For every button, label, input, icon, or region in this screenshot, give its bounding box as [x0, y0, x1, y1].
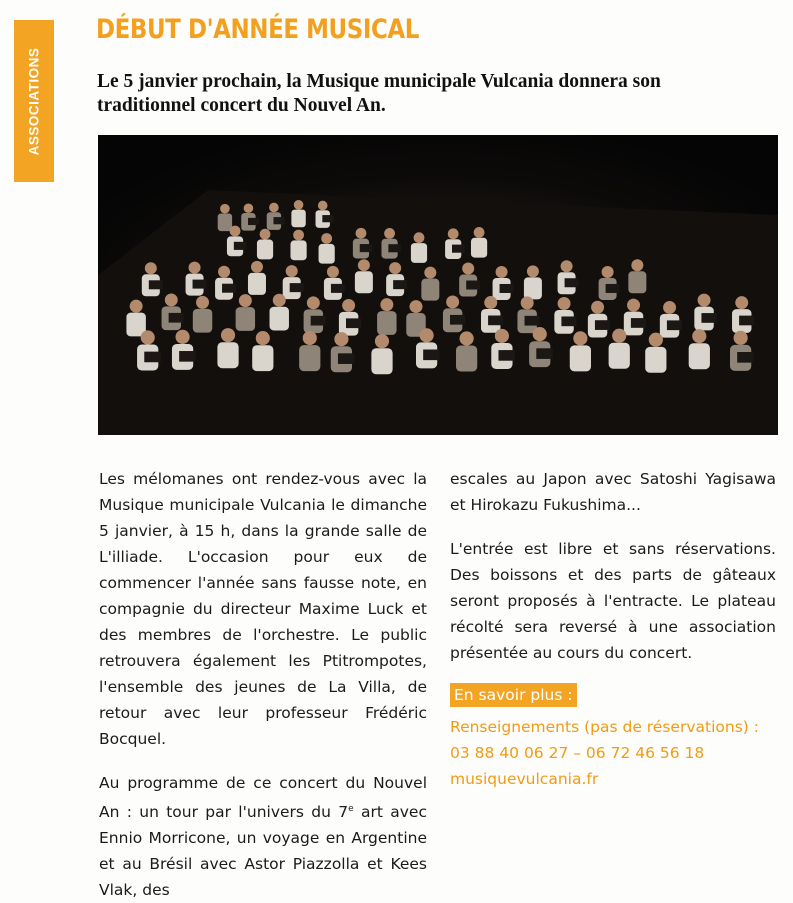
section-tab	[14, 20, 54, 182]
musician-head	[420, 328, 434, 342]
musician-head	[495, 329, 509, 343]
musician-head	[327, 266, 339, 278]
musician-head	[573, 331, 587, 345]
music-stand	[450, 315, 465, 325]
musician-head	[389, 262, 401, 274]
musician-body	[609, 343, 630, 369]
musician-head	[533, 327, 547, 341]
paragraph-japan: escales au Japon avec Satoshi Yagisawa et Hirokazu Fukushima...	[450, 470, 776, 514]
article-lead: Le 5 janvier prochain, la Musique municipale Vulcania donnera son traditionnel concert du Nouvel An.	[97, 71, 661, 116]
music-stand	[149, 280, 163, 289]
musician-head	[448, 228, 459, 239]
musician-head	[318, 201, 328, 211]
music-stand	[561, 316, 576, 326]
musician-head	[218, 266, 230, 278]
musician-head	[734, 331, 748, 345]
musician-head	[692, 329, 706, 343]
musician-body	[193, 309, 212, 333]
musician-body	[371, 348, 392, 374]
musician-head	[293, 230, 304, 241]
musician-head	[165, 293, 178, 306]
musician-head	[145, 262, 157, 274]
musician-body	[252, 345, 273, 371]
musician-body	[628, 271, 646, 293]
musician-head	[414, 232, 425, 243]
right-column	[450, 466, 776, 666]
info-phones: 03 88 40 06 27 – 06 72 46 56 18	[450, 744, 705, 762]
musician-body	[257, 240, 273, 260]
musician-body	[355, 271, 373, 293]
music-stand	[179, 351, 196, 362]
musician-head	[627, 299, 640, 312]
music-stand	[631, 318, 646, 328]
musician-head	[141, 330, 155, 344]
musician-head	[380, 298, 393, 311]
section-tab-label: ASSOCIATIONS	[26, 47, 42, 155]
musician-head	[496, 266, 508, 278]
music-stand	[193, 280, 207, 289]
musician-body	[377, 311, 396, 335]
musician-body	[236, 307, 255, 331]
music-stand	[234, 242, 247, 250]
music-stand	[346, 318, 361, 328]
musician-head	[527, 265, 539, 277]
musician-head	[424, 267, 436, 279]
musician-body	[570, 345, 591, 371]
musician-body	[217, 342, 238, 368]
musician-head	[591, 301, 604, 314]
musician-head	[410, 300, 423, 313]
musician-body	[291, 210, 305, 228]
musician-body	[248, 273, 266, 295]
musician-head	[561, 260, 573, 272]
musician-head	[244, 203, 254, 213]
musician-body	[290, 240, 306, 260]
music-stand	[338, 353, 355, 364]
music-stand	[144, 352, 161, 363]
musician-body	[411, 243, 427, 263]
programme-text-b: art avec Ennio Morricone, un voyage en Argentine et au Brésil avec Astor Piazzolla et Kees Vlak, des	[99, 803, 427, 900]
info-box	[450, 682, 780, 792]
music-stand	[488, 315, 503, 325]
paragraph-intro: Les mélomanes ont rendez-vous avec la Musique municipale Vulcania le dimanche 5 janvier, à 15 h, dans la grande salle de L'illiade. L'occasion pour eux de commencer l'année sans fausse note, en compagnie du directeur Maxime Luck et des membres de l'orchestre. Le public retrouvera également les Ptitrompotes, l'ensemble des jeunes de La Villa, de retour avec leur professeur Frédéric Bocquel.	[99, 470, 427, 748]
orchestra-photo	[98, 135, 778, 435]
music-stand	[322, 215, 333, 222]
paragraph-programme	[99, 770, 427, 903]
article-title: DÉBUT D'ANNÉE MUSICAL	[96, 14, 419, 45]
musician-head	[334, 332, 348, 346]
musician-body	[319, 244, 335, 264]
musician-head	[130, 300, 143, 313]
musician-head	[273, 294, 286, 307]
musician-head	[251, 261, 263, 273]
music-stand	[393, 280, 407, 289]
musician-head	[230, 226, 241, 237]
musician-body	[645, 347, 666, 373]
music-stand	[273, 217, 284, 224]
music-stand	[248, 218, 259, 225]
musician-head	[460, 331, 474, 345]
musician-head	[663, 301, 676, 314]
musician-body	[471, 238, 487, 258]
musician-head	[342, 299, 355, 312]
music-stand	[737, 352, 754, 363]
music-stand	[667, 320, 682, 330]
musician-head	[698, 294, 711, 307]
musician-head	[474, 227, 485, 238]
musician-head	[307, 296, 320, 309]
programme-text-a: Au programme de ce concert du Nouvel An : un tour par l'univers du 7	[99, 774, 427, 822]
orchestra-photo-graphic	[98, 135, 778, 435]
musician-head	[735, 296, 748, 309]
musician-body	[218, 213, 232, 231]
paragraph-entry: L'entrée est libre et sans réservations. Des boissons et des parts de gâteaux seront proposés à l'entracte. Le plateau récolté sera reversé à une association présentée au cours du concert.	[450, 540, 776, 662]
info-heading: En savoir plus :	[450, 683, 577, 707]
musician-head	[303, 331, 317, 345]
musician-head	[446, 295, 459, 308]
music-stand	[169, 313, 184, 323]
musician-head	[375, 334, 389, 348]
musician-body	[689, 343, 710, 369]
music-stand	[701, 313, 716, 323]
musician-head	[602, 266, 614, 278]
music-stand	[595, 320, 610, 330]
music-stand	[290, 283, 304, 292]
music-stand	[739, 316, 754, 326]
music-stand	[466, 281, 480, 290]
music-stand	[360, 244, 373, 252]
musician-head	[220, 204, 230, 214]
musician-head	[239, 294, 252, 307]
musician-head	[358, 259, 370, 271]
musician-head	[558, 297, 571, 310]
music-stand	[500, 284, 514, 293]
musician-head	[321, 233, 332, 244]
music-stand	[525, 316, 540, 326]
musician-head	[256, 331, 270, 345]
musician-head	[189, 262, 201, 274]
musician-head	[175, 330, 189, 344]
musician-head	[631, 259, 643, 271]
music-stand	[331, 284, 345, 293]
musician-head	[484, 296, 497, 309]
musician-head	[294, 200, 304, 210]
music-stand	[498, 350, 515, 361]
left-column	[99, 466, 427, 903]
musician-head	[221, 328, 235, 342]
programme-superscript: e	[348, 804, 354, 814]
musician-head	[196, 296, 209, 309]
musician-body	[524, 277, 542, 299]
musician-head	[384, 228, 395, 239]
musician-head	[260, 229, 271, 240]
musician-body	[270, 307, 289, 331]
musician-body	[299, 345, 320, 371]
music-stand	[606, 284, 620, 293]
musician-head	[612, 329, 626, 343]
musician-body	[421, 279, 439, 301]
info-website-link[interactable]: musiquevulcania.fr	[450, 770, 599, 788]
musician-head	[356, 228, 367, 239]
music-stand	[311, 316, 326, 326]
music-stand	[536, 348, 553, 359]
info-renseignements: Renseignements (pas de réservations) :	[450, 718, 759, 736]
musician-head	[269, 203, 279, 213]
music-stand	[388, 244, 401, 252]
musician-head	[286, 265, 298, 277]
music-stand	[452, 245, 465, 253]
musician-head	[462, 263, 474, 275]
music-stand	[423, 350, 440, 361]
musician-head	[521, 296, 534, 309]
music-stand	[565, 278, 579, 287]
music-stand	[222, 284, 236, 293]
musician-body	[456, 346, 477, 372]
musician-head	[649, 333, 663, 347]
